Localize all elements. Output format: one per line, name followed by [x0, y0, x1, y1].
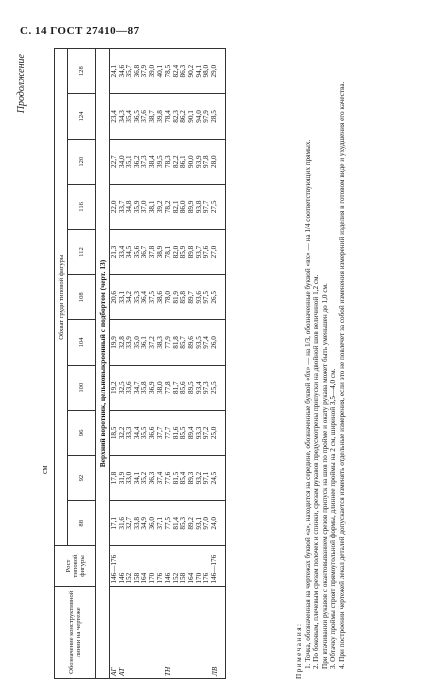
value-cell: 35,8 — [141, 365, 149, 410]
line-name-cell — [173, 586, 181, 678]
value-cell: 35,9 — [134, 184, 142, 229]
note-3: 3. Обтачку проймы строят прямоугольной формы, длиннее проймы на 2 см, шириной 3,5—4,0 см. — [329, 48, 338, 679]
value-cell: 97,8 — [203, 139, 211, 184]
line-name-cell — [196, 586, 204, 678]
value-cell: 77,5 — [164, 501, 173, 546]
value-cell: 25,5 — [211, 365, 220, 410]
value-cell: 38,6 — [157, 275, 165, 320]
height-cell: 170 — [149, 546, 157, 586]
table-bottom-row — [219, 49, 226, 679]
height-cell: 170 — [196, 546, 204, 586]
value-cell: 86,2 — [180, 94, 188, 139]
chest-size-header: 116 — [68, 184, 96, 229]
value-cell: 81,5 — [173, 455, 181, 500]
value-cell: 85,5 — [180, 410, 188, 455]
empty-cell — [219, 320, 226, 365]
line-name-cell: ТН — [164, 586, 173, 678]
value-cell: 34,7 — [134, 365, 142, 410]
chest-size-header: 104 — [68, 320, 96, 365]
chest-size-header: 128 — [68, 49, 96, 94]
value-cell: 36,7 — [141, 229, 149, 274]
value-cell: 37,5 — [149, 275, 157, 320]
height-cell: 176 — [203, 546, 211, 586]
value-cell: 86,0 — [180, 184, 188, 229]
value-cell: 35,6 — [134, 229, 142, 274]
value-cell: 33,0 — [126, 455, 134, 500]
measurements-table — [54, 48, 226, 679]
value-cell: 93,9 — [196, 139, 204, 184]
value-cell: 26,5 — [211, 275, 220, 320]
value-cell: 36,9 — [149, 365, 157, 410]
value-cell: 77,8 — [164, 365, 173, 410]
chest-size-header: 92 — [68, 455, 96, 500]
value-cell: 34,6 — [119, 49, 127, 94]
value-cell: 78,3 — [164, 139, 173, 184]
value-cell: 18,5 — [110, 410, 119, 455]
empty-cell — [219, 586, 226, 678]
value-cell: 37,2 — [149, 320, 157, 365]
value-cell: 78,4 — [164, 94, 173, 139]
value-cell: 38,7 — [149, 94, 157, 139]
value-cell: 29,0 — [211, 49, 220, 94]
height-cell: 146 — [164, 546, 173, 586]
notes-block — [295, 48, 347, 679]
value-cell: 93,7 — [196, 229, 204, 274]
rotated-page-content — [12, 48, 412, 679]
value-cell: 22,7 — [110, 139, 119, 184]
value-cell: 34,2 — [126, 275, 134, 320]
value-cell: 39,8 — [157, 94, 165, 139]
value-cell: 19,9 — [110, 320, 119, 365]
value-cell: 89,2 — [188, 501, 196, 546]
value-cell: 38,0 — [157, 365, 165, 410]
value-cell: 39,2 — [157, 184, 165, 229]
height-cell: 176 — [157, 546, 165, 586]
value-cell: 24,1 — [110, 49, 119, 94]
value-cell: 78,1 — [164, 229, 173, 274]
value-cell: 37,0 — [141, 184, 149, 229]
value-cell: 81,7 — [173, 365, 181, 410]
value-cell: 81,4 — [173, 501, 181, 546]
value-cell: 78,0 — [164, 275, 173, 320]
value-cell: 35,3 — [134, 275, 142, 320]
chest-size-header: 100 — [68, 365, 96, 410]
value-cell: 94,1 — [196, 49, 204, 94]
value-cell: 97,9 — [203, 94, 211, 139]
value-cell: 23,4 — [110, 94, 119, 139]
value-cell: 89,5 — [188, 365, 196, 410]
value-cell: 36,3 — [149, 455, 157, 500]
continuation-label: Продолжение — [16, 54, 27, 113]
page-header: С. 14 ГОСТ 27410—87 — [20, 25, 140, 37]
value-cell: 85,8 — [180, 275, 188, 320]
note-4: 4. При построении чертежей лекал деталей допускается изменять отдельные измерения, если это не повлечет за собой изменения измерений изделия в готовом виде и ухудшения его качества. — [338, 48, 347, 679]
line-name-cell — [157, 586, 165, 678]
empty-cell — [219, 229, 226, 274]
notes-title: Примечания: — [295, 623, 303, 679]
value-cell: 28,5 — [211, 94, 220, 139]
value-cell: 33,3 — [126, 410, 134, 455]
value-cell: 38,3 — [157, 320, 165, 365]
value-cell: 81,8 — [173, 320, 181, 365]
height-cell: 152 — [173, 546, 181, 586]
value-cell: 77,7 — [164, 410, 173, 455]
value-cell: 33,4 — [119, 229, 127, 274]
value-cell: 97,4 — [203, 320, 211, 365]
value-cell: 89,9 — [188, 184, 196, 229]
value-cell: 24,5 — [211, 455, 220, 500]
chest-size-header: 112 — [68, 229, 96, 274]
line-name-cell — [203, 586, 211, 678]
value-cell: 37,4 — [157, 455, 165, 500]
value-cell: 28,0 — [211, 139, 220, 184]
value-cell: 93,1 — [196, 501, 204, 546]
empty-cell — [219, 410, 226, 455]
table-row — [119, 49, 127, 679]
empty-cell — [219, 139, 226, 184]
value-cell: 27,0 — [211, 229, 220, 274]
value-cell: 34,5 — [126, 229, 134, 274]
note-1: 1. Точка, обозначенная на чертежах буквой «а», находится на середине, обозначенные буквой «бх» — на 1/3, обозначенные буквой «вх» — на 1/4 соответствующих прямых. — [304, 48, 313, 679]
value-cell: 39,5 — [157, 139, 165, 184]
value-cell: 90,1 — [188, 94, 196, 139]
height-cell: 146—176 — [211, 546, 220, 586]
value-cell: 81,6 — [173, 410, 181, 455]
value-cell: 36,1 — [141, 320, 149, 365]
note-2: 2. По боковым, плечевым срезам полочек и спинки, срезам рукавов предусмотрены припуски на двойной шов величиной 1,2 см. — [312, 48, 321, 679]
value-cell: 32,7 — [126, 501, 134, 546]
height-cell: 158 — [180, 546, 188, 586]
value-cell: 33,9 — [126, 320, 134, 365]
note-2b: При втачивании рукавов с окантовыванием срезов припуск на шов по пройме и окату рукава может быть уменьшен до 1,0 см. — [321, 48, 330, 679]
value-cell: 35,2 — [141, 455, 149, 500]
line-name-cell — [141, 586, 149, 678]
table-row — [157, 49, 165, 679]
value-cell: 37,9 — [141, 49, 149, 94]
line-name-cell: АТ — [119, 586, 127, 678]
value-cell: 97,0 — [203, 501, 211, 546]
value-cell: 32,5 — [119, 365, 127, 410]
height-cell: 164 — [188, 546, 196, 586]
value-cell: 86,3 — [180, 49, 188, 94]
value-cell: 17,8 — [110, 455, 119, 500]
chest-header: Обхват груди типовой фигуры — [55, 49, 68, 546]
table-row — [180, 49, 188, 679]
value-cell: 37,7 — [157, 410, 165, 455]
value-cell: 32,8 — [119, 320, 127, 365]
value-cell: 33,7 — [119, 184, 127, 229]
value-cell: 81,9 — [173, 275, 181, 320]
value-cell: 38,1 — [149, 184, 157, 229]
value-cell: 93,5 — [196, 320, 204, 365]
value-cell: 97,1 — [203, 455, 211, 500]
value-cell: 36,2 — [134, 139, 142, 184]
table-row — [203, 49, 211, 679]
table-row — [164, 49, 173, 679]
empty-cell — [219, 49, 226, 94]
table-row — [126, 49, 134, 679]
value-cell: 34,3 — [119, 94, 127, 139]
value-cell: 37,3 — [141, 139, 149, 184]
section-title: Верхний воротник, цельновыкроенный с подбортом (черт. 13) — [96, 49, 110, 679]
line-name-cell: ЛВ — [211, 586, 220, 678]
value-cell: 90,2 — [188, 49, 196, 94]
line-name-cell: АГ — [110, 586, 119, 678]
value-cell: 34,0 — [119, 139, 127, 184]
value-cell: 93,2 — [196, 455, 204, 500]
value-cell: 19,2 — [110, 365, 119, 410]
value-cell: 24,0 — [211, 501, 220, 546]
value-cell: 93,8 — [196, 184, 204, 229]
empty-cell — [219, 365, 226, 410]
height-cell: 146 — [119, 546, 127, 586]
value-cell: 82,4 — [173, 49, 181, 94]
table-row — [149, 49, 157, 679]
value-cell: 40,1 — [157, 49, 165, 94]
value-cell: 78,2 — [164, 184, 173, 229]
height-cell: 164 — [141, 546, 149, 586]
value-cell: 37,6 — [141, 94, 149, 139]
value-cell: 39,0 — [149, 49, 157, 94]
value-cell: 89,3 — [188, 455, 196, 500]
value-cell: 26,0 — [211, 320, 220, 365]
chest-size-header: 120 — [68, 139, 96, 184]
value-cell: 89,8 — [188, 229, 196, 274]
empty-cell — [219, 546, 226, 586]
value-cell: 34,4 — [134, 410, 142, 455]
value-cell: 89,7 — [188, 275, 196, 320]
value-cell: 35,7 — [126, 49, 134, 94]
line-name-cell — [188, 586, 196, 678]
value-cell: 82,3 — [173, 94, 181, 139]
value-cell: 31,6 — [119, 501, 127, 546]
table-row — [188, 49, 196, 679]
chest-size-header: 124 — [68, 94, 96, 139]
value-cell: 86,1 — [180, 139, 188, 184]
value-cell: 37,8 — [149, 229, 157, 274]
line-name-cell — [126, 586, 134, 678]
line-name-cell — [149, 586, 157, 678]
value-cell: 37,1 — [157, 501, 165, 546]
unit-label: см — [40, 465, 49, 474]
value-cell: 25,0 — [211, 410, 220, 455]
table-row — [173, 49, 181, 679]
value-cell: 90,0 — [188, 139, 196, 184]
value-cell: 97,7 — [203, 184, 211, 229]
value-cell: 38,4 — [149, 139, 157, 184]
value-cell: 85,4 — [180, 455, 188, 500]
value-cell: 85,9 — [180, 229, 188, 274]
value-cell: 36,6 — [149, 410, 157, 455]
value-cell: 35,0 — [134, 320, 142, 365]
value-cell: 35,1 — [126, 139, 134, 184]
chest-size-header: 108 — [68, 275, 96, 320]
height-cell: 152 — [126, 546, 134, 586]
value-cell: 78,5 — [164, 49, 173, 94]
value-cell: 20,6 — [110, 275, 119, 320]
empty-cell — [219, 501, 226, 546]
value-cell: 31,9 — [119, 455, 127, 500]
value-cell: 77,9 — [164, 320, 173, 365]
empty-cell — [219, 275, 226, 320]
value-cell: 35,5 — [141, 410, 149, 455]
value-cell: 38,9 — [157, 229, 165, 274]
table-row — [134, 49, 142, 679]
line-name-cell — [134, 586, 142, 678]
value-cell: 98,0 — [203, 49, 211, 94]
value-cell: 27,5 — [211, 184, 220, 229]
chest-size-header: 96 — [68, 410, 96, 455]
value-cell: 97,3 — [203, 365, 211, 410]
value-cell: 85,6 — [180, 365, 188, 410]
value-cell: 93,3 — [196, 410, 204, 455]
value-cell: 34,1 — [134, 455, 142, 500]
height-cell: 146—176 — [110, 546, 119, 586]
col-line-name-header: Обозначение конструктивной линии на чертеже — [55, 586, 96, 678]
value-cell: 36,5 — [134, 94, 142, 139]
value-cell: 93,6 — [196, 275, 204, 320]
col-height-header: Рост типовой фигуры — [55, 546, 96, 586]
value-cell: 82,1 — [173, 184, 181, 229]
table-row — [196, 49, 204, 679]
value-cell: 89,4 — [188, 410, 196, 455]
value-cell: 33,6 — [126, 365, 134, 410]
height-cell: 158 — [134, 546, 142, 586]
value-cell: 35,4 — [126, 94, 134, 139]
value-cell: 85,3 — [180, 501, 188, 546]
chest-size-header: 88 — [68, 501, 96, 546]
value-cell: 32,2 — [119, 410, 127, 455]
value-cell: 97,5 — [203, 275, 211, 320]
value-cell: 93,4 — [196, 365, 204, 410]
value-cell: 33,8 — [134, 501, 142, 546]
value-cell: 77,6 — [164, 455, 173, 500]
table-row — [110, 49, 119, 679]
value-cell: 21,3 — [110, 229, 119, 274]
value-cell: 97,2 — [203, 410, 211, 455]
value-cell: 82,0 — [173, 229, 181, 274]
value-cell: 97,6 — [203, 229, 211, 274]
table-row — [141, 49, 149, 679]
table-row — [211, 49, 220, 679]
empty-cell — [219, 455, 226, 500]
value-cell: 34,9 — [141, 501, 149, 546]
value-cell: 17,1 — [110, 501, 119, 546]
value-cell: 94,0 — [196, 94, 204, 139]
value-cell: 36,0 — [149, 501, 157, 546]
value-cell: 82,2 — [173, 139, 181, 184]
value-cell: 89,6 — [188, 320, 196, 365]
value-cell: 33,1 — [119, 275, 127, 320]
empty-cell — [219, 184, 226, 229]
value-cell: 36,4 — [141, 275, 149, 320]
line-name-cell — [180, 586, 188, 678]
empty-cell — [219, 94, 226, 139]
value-cell: 22,0 — [110, 184, 119, 229]
value-cell: 85,7 — [180, 320, 188, 365]
value-cell: 36,8 — [134, 49, 142, 94]
value-cell: 34,8 — [126, 184, 134, 229]
